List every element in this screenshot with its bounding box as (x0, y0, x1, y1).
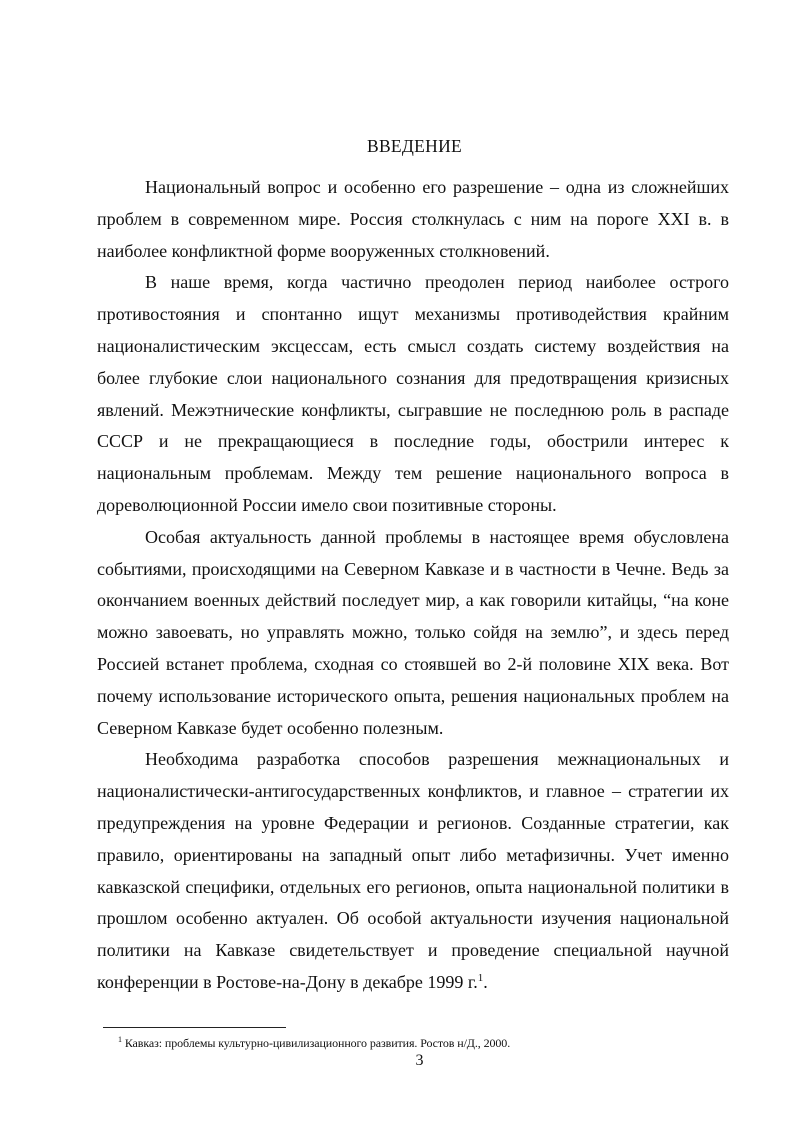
paragraph-4 (97, 744, 729, 998)
paragraph-2: В наше время, когда частично преодолен период наиболее острого противостояния и спонтанно ищут механизмы противодействия крайним националистическим эксцессам, есть смысл создать систему воздействия на более глубокие слои национального сознания для предотвращения кризисных явлений. Межэтнические конфликты, сыгравшие не последнюю роль в распаде СССР и не прекращающиеся в последние годы, обострили интерес к национальным проблемам. Между тем решение национального вопроса в дореволюционной России имело свои позитивные стороны. (97, 272, 729, 515)
footnote-number: 1 (118, 1035, 122, 1044)
paragraph-1: Национальный вопрос и особенно его разрешение – одна из сложнейших проблем в современном мире. Россия столкнулась с ним на пороге XXI в. в наиболее конфликтной форме вооруженных столкновений. (97, 177, 729, 261)
paragraph-4-text: Необходима разработка способов разрешения межнациональных и националистически-антигосударственных конфликтов, и главное – стратегии их предупреждения на уровне Федерации и регионов. Созданные стратегии, как правило, ориентированы на западный опыт либо метафизичны. Учет именно кавказской специфики, отдельных его регионов, опыта национальной политики в прошлом особенно актуален. Об особой актуальности изучения национальной политики на Кавказе свидетельствует и проведение специальной научной конференции в Ростове-на-Дону в декабре 1999 г. (97, 749, 729, 992)
page-title: ВВЕДЕНИЕ (366, 136, 463, 156)
footnote-text: Кавказ: проблемы культурно-цивилизационного развития. Ростов н/Д., 2000. (124, 1036, 511, 1050)
paragraph-3: Особая актуальность данной проблемы в настоящее время обусловлена событиями, происходящими на Северном Кавказе и в частности в Чечне. Ведь за окончанием военных действий последует мир, а как говорили китайцы, “на коне можно завоевать, но управлять можно, только сойдя на землю”, и здесь перед Россией встанет проблема, сходная со стоявшей во 2-й половине XIX века. Вот почему использование исторического опыта, решения национальных проблем на Северном Кавказе будет особенно полезным. (97, 526, 729, 738)
footnote-reference: 1 (477, 971, 484, 984)
paragraph-4-end: . (483, 971, 488, 992)
page-number: 3 (415, 1052, 424, 1069)
footnote-divider (103, 1027, 286, 1028)
body-text (97, 172, 729, 999)
footnote (118, 1035, 510, 1051)
